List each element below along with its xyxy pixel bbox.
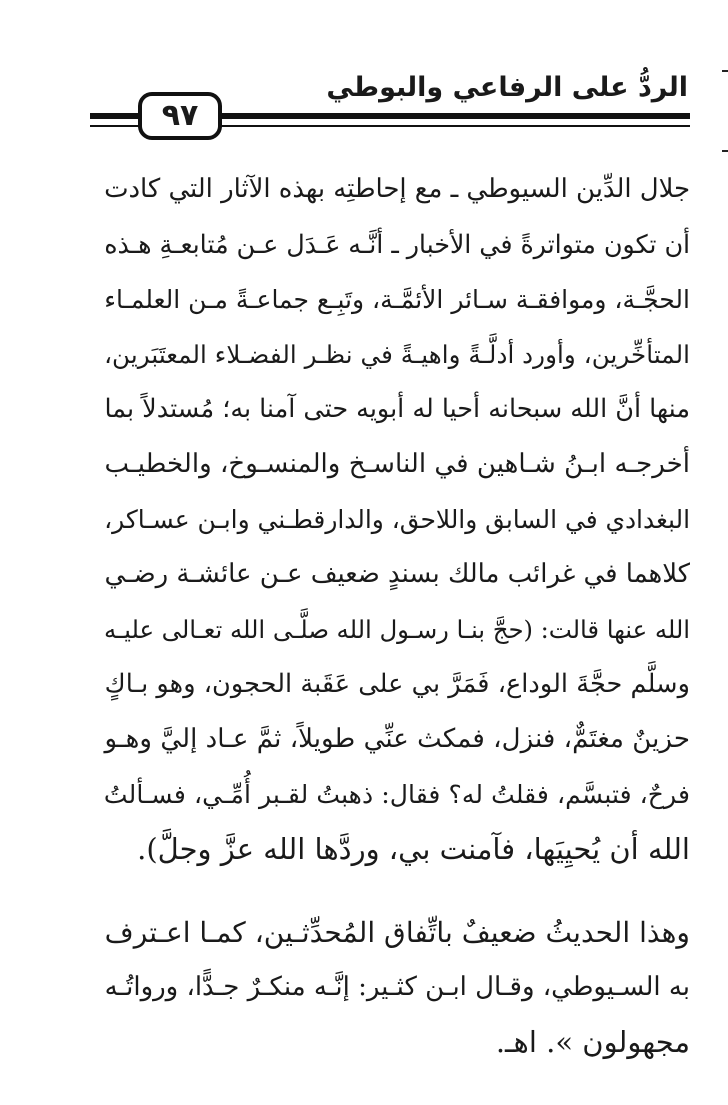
- text-line: كلاهما في غرائب مالك بسندٍ ضعيف عـن عائشـة رضـي: [104, 559, 690, 589]
- text-line: حزينٌ مغتَمٌّ، فنزل، فمكث عنِّي طويلاً، ثمَّ عـاد إليَّ وهـو: [104, 724, 690, 754]
- margin-mark: [722, 150, 728, 152]
- text-line: الله عنها قالت: (حجَّ بنـا رسـول الله صلَّـى الله تعـالى عليـه: [104, 615, 690, 644]
- text-line: الله أن يُحيِيَها، فآمنت بي، وردَّها الله عزَّ وجلَّ).: [137, 832, 690, 866]
- text-line: به السـيوطي، وقـال ابـن كثـير: إنَّـه منكـرٌ جـدًّا، ورواتُـه: [104, 972, 690, 1002]
- text-line: الحجَّـة، وموافقـة سـائر الأئمَّـة، وتَبِـع جماعـةً مـن العلمـاء: [104, 285, 690, 314]
- text-line: وسلَّم حجَّةَ الوداع، فَمَرَّ بي على عَقَبة الحجون، وهو بـاكٍ: [104, 669, 690, 699]
- margin-mark: [722, 70, 728, 72]
- text-line: المتأخِّرين، وأورد أدلَّـةً واهيـةً في نظـر الفضـلاء المعتَبَرين،: [104, 340, 690, 369]
- body-text: [92, 162, 690, 1070]
- text-line: البغدادي في السابق واللاحق، والدارقطـني وابـن عسـاكر،: [104, 505, 690, 534]
- text-line: أن تكون متواترةً في الأخبار ـ أنَّـه عَـدَل عـن مُتابعـةِ هـذه: [104, 230, 690, 259]
- page-number-box: [138, 92, 222, 140]
- text-line: منها أنَّ الله سبحانه أحيا له أبويه حتى آمنا به؛ مُستدلاً بما: [104, 394, 690, 424]
- text-line: أخرجـه ابـنُ شـاهين في الناسـخ والمنسـوخ، والخطيـب: [104, 449, 690, 479]
- text-line: جلال الدِّين السيوطي ـ مع إحاطتِه بهذه الآثار التي كادت: [104, 174, 690, 204]
- paragraph-1: [92, 162, 690, 877]
- text-line: فرحٌ، فتبسَّم، فقلتُ له؟ فقال: ذهبتُ لقـبر أُمِّـي، فسـألتُ: [103, 780, 690, 809]
- running-title: الردُّ على الرفاعي والبوطي: [326, 72, 688, 103]
- text-line: مجهولون ». اهـ.: [495, 1025, 690, 1059]
- page-number: ٩٧: [161, 98, 199, 133]
- paragraph-2: [92, 905, 690, 1070]
- paragraph-gap: [92, 877, 690, 905]
- text-line: وهذا الحديثُ ضعيفٌ باتِّفاق المُحدِّثـين، كمـا اعـترف: [104, 916, 690, 949]
